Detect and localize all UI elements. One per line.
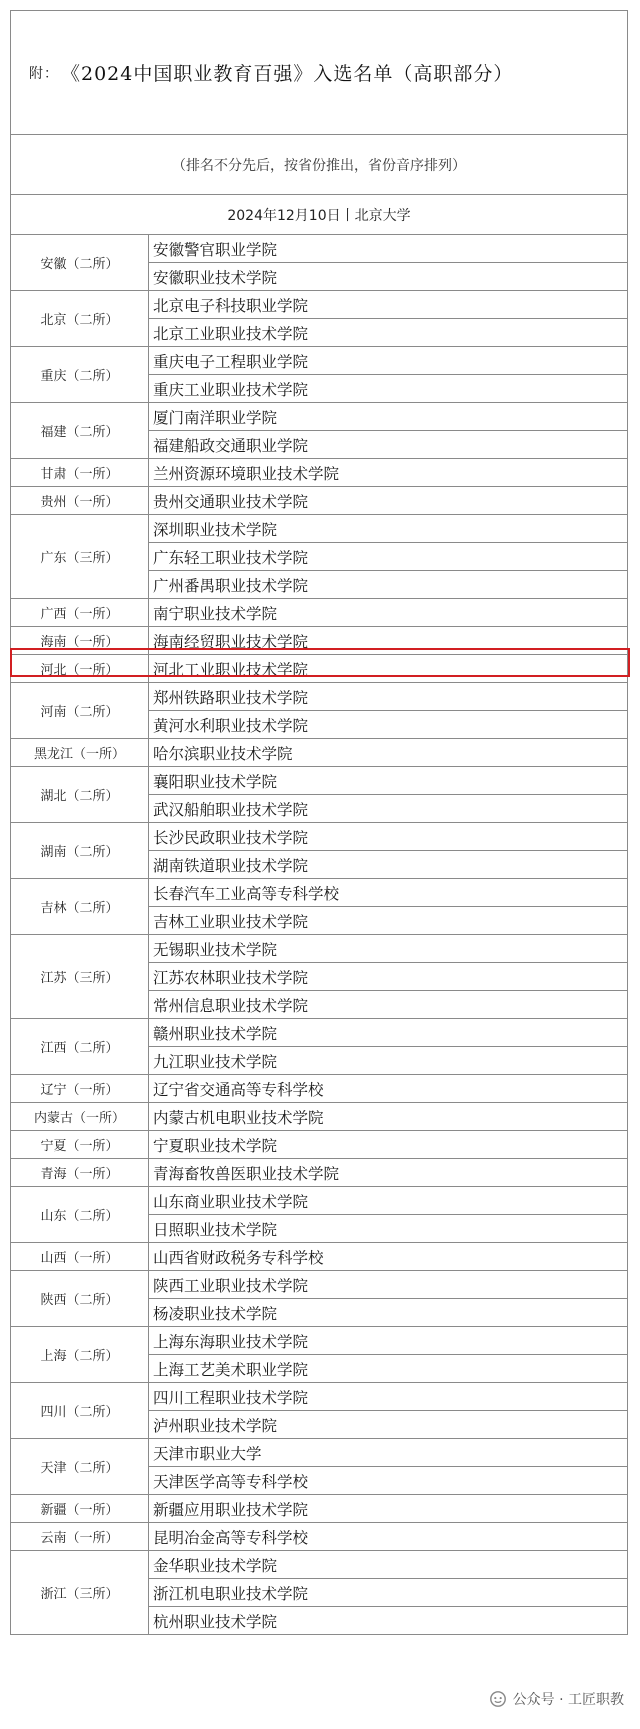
table-row bbox=[11, 515, 628, 543]
school-cell: 内蒙古机电职业技术学院 bbox=[149, 1103, 628, 1131]
province-cell: 海南（一所） bbox=[11, 627, 149, 655]
school-cell: 九江职业技术学院 bbox=[149, 1047, 628, 1075]
table-row bbox=[11, 1327, 628, 1355]
table-row bbox=[11, 1495, 628, 1523]
date-row bbox=[10, 194, 628, 234]
table-row bbox=[11, 291, 628, 319]
school-cell: 厦门南洋职业学院 bbox=[149, 403, 628, 431]
province-cell: 江苏（三所） bbox=[11, 935, 149, 1019]
table-row bbox=[11, 1019, 628, 1047]
school-cell: 深圳职业技术学院 bbox=[149, 515, 628, 543]
table-row bbox=[11, 767, 628, 795]
province-cell: 辽宁（一所） bbox=[11, 1075, 149, 1103]
school-cell: 南宁职业技术学院 bbox=[149, 599, 628, 627]
wechat-icon bbox=[489, 1690, 507, 1708]
province-cell: 山东（二所） bbox=[11, 1187, 149, 1243]
school-cell: 北京电子科技职业学院 bbox=[149, 291, 628, 319]
table-row bbox=[11, 683, 628, 711]
document-sheet bbox=[10, 10, 628, 1635]
school-cell: 浙江机电职业技术学院 bbox=[149, 1579, 628, 1607]
table-row bbox=[11, 1243, 628, 1271]
province-cell: 宁夏（一所） bbox=[11, 1131, 149, 1159]
date-line: 2024年12月10日丨北京大学 bbox=[227, 207, 411, 224]
watermark-text: 公众号 · 工匠职教 bbox=[512, 1692, 624, 1708]
school-cell: 昆明冶金高等专科学校 bbox=[149, 1523, 628, 1551]
table-row bbox=[11, 1271, 628, 1299]
school-cell: 江苏农林职业技术学院 bbox=[149, 963, 628, 991]
table-row bbox=[11, 739, 628, 767]
school-cell: 山东商业职业技术学院 bbox=[149, 1187, 628, 1215]
school-cell: 泸州职业技术学院 bbox=[149, 1411, 628, 1439]
school-cell: 宁夏职业技术学院 bbox=[149, 1131, 628, 1159]
title-prefix: 附： bbox=[29, 65, 59, 82]
school-cell: 辽宁省交通高等专科学校 bbox=[149, 1075, 628, 1103]
table-row bbox=[11, 879, 628, 907]
watermark bbox=[485, 1687, 628, 1711]
province-cell: 上海（二所） bbox=[11, 1327, 149, 1383]
table-row bbox=[11, 235, 628, 263]
school-cell: 湖南铁道职业技术学院 bbox=[149, 851, 628, 879]
school-cell: 新疆应用职业技术学院 bbox=[149, 1495, 628, 1523]
table-row bbox=[11, 487, 628, 515]
table-row bbox=[11, 1159, 628, 1187]
school-cell: 赣州职业技术学院 bbox=[149, 1019, 628, 1047]
province-cell: 安徽（二所） bbox=[11, 235, 149, 291]
province-cell: 山西（一所） bbox=[11, 1243, 149, 1271]
table-row bbox=[11, 823, 628, 851]
school-cell: 河北工业职业技术学院 bbox=[149, 655, 628, 683]
school-cell: 杭州职业技术学院 bbox=[149, 1607, 628, 1635]
school-cell: 四川工程职业技术学院 bbox=[149, 1383, 628, 1411]
province-cell: 广西（一所） bbox=[11, 599, 149, 627]
school-cell: 天津医学高等专科学校 bbox=[149, 1467, 628, 1495]
province-cell: 青海（一所） bbox=[11, 1159, 149, 1187]
province-cell: 江西（二所） bbox=[11, 1019, 149, 1075]
school-cell: 武汉船舶职业技术学院 bbox=[149, 795, 628, 823]
province-cell: 北京（二所） bbox=[11, 291, 149, 347]
school-cell: 长春汽车工业高等专科学校 bbox=[149, 879, 628, 907]
table-row bbox=[11, 627, 628, 655]
table-row bbox=[11, 1383, 628, 1411]
school-cell: 上海工艺美术职业学院 bbox=[149, 1355, 628, 1383]
province-cell: 福建（二所） bbox=[11, 403, 149, 459]
school-cell: 金华职业技术学院 bbox=[149, 1551, 628, 1579]
province-cell: 甘肃（一所） bbox=[11, 459, 149, 487]
province-cell: 浙江（三所） bbox=[11, 1551, 149, 1635]
school-cell: 重庆电子工程职业学院 bbox=[149, 347, 628, 375]
table-row bbox=[11, 599, 628, 627]
school-cell: 贵州交通职业技术学院 bbox=[149, 487, 628, 515]
school-cell: 安徽职业技术学院 bbox=[149, 263, 628, 291]
school-cell: 无锡职业技术学院 bbox=[149, 935, 628, 963]
school-cell: 北京工业职业技术学院 bbox=[149, 319, 628, 347]
school-cell: 福建船政交通职业学院 bbox=[149, 431, 628, 459]
school-cell: 山西省财政税务专科学校 bbox=[149, 1243, 628, 1271]
school-cell: 日照职业技术学院 bbox=[149, 1215, 628, 1243]
school-cell: 杨凌职业技术学院 bbox=[149, 1299, 628, 1327]
school-cell: 天津市职业大学 bbox=[149, 1439, 628, 1467]
table-row bbox=[11, 1075, 628, 1103]
province-cell: 内蒙古（一所） bbox=[11, 1103, 149, 1131]
school-cell: 青海畜牧兽医职业技术学院 bbox=[149, 1159, 628, 1187]
school-cell: 重庆工业职业技术学院 bbox=[149, 375, 628, 403]
school-cell: 兰州资源环境职业技术学院 bbox=[149, 459, 628, 487]
province-cell: 陕西（二所） bbox=[11, 1271, 149, 1327]
table-row bbox=[11, 1439, 628, 1467]
table-row bbox=[11, 1551, 628, 1579]
table-row bbox=[11, 655, 628, 683]
province-cell: 湖北（二所） bbox=[11, 767, 149, 823]
table-row bbox=[11, 935, 628, 963]
school-cell: 常州信息职业技术学院 bbox=[149, 991, 628, 1019]
school-cell: 郑州铁路职业技术学院 bbox=[149, 683, 628, 711]
table-row bbox=[11, 347, 628, 375]
school-cell: 上海东海职业技术学院 bbox=[149, 1327, 628, 1355]
province-cell: 河北（一所） bbox=[11, 655, 149, 683]
province-cell: 吉林（二所） bbox=[11, 879, 149, 935]
school-table bbox=[10, 234, 628, 1635]
province-cell: 新疆（一所） bbox=[11, 1495, 149, 1523]
document-title: 《2024中国职业教育百强》入选名单（高职部分） bbox=[61, 63, 514, 85]
note-row bbox=[10, 134, 628, 194]
table-row bbox=[11, 1103, 628, 1131]
table-row bbox=[11, 459, 628, 487]
school-cell: 安徽警官职业学院 bbox=[149, 235, 628, 263]
school-cell: 黄河水利职业技术学院 bbox=[149, 711, 628, 739]
school-cell: 哈尔滨职业技术学院 bbox=[149, 739, 628, 767]
school-cell: 广东轻工职业技术学院 bbox=[149, 543, 628, 571]
title-row bbox=[10, 10, 628, 134]
school-cell: 长沙民政职业技术学院 bbox=[149, 823, 628, 851]
province-cell: 贵州（一所） bbox=[11, 487, 149, 515]
province-cell: 云南（一所） bbox=[11, 1523, 149, 1551]
school-cell: 吉林工业职业技术学院 bbox=[149, 907, 628, 935]
province-cell: 河南（二所） bbox=[11, 683, 149, 739]
province-cell: 四川（二所） bbox=[11, 1383, 149, 1439]
table-row bbox=[11, 1187, 628, 1215]
school-cell: 襄阳职业技术学院 bbox=[149, 767, 628, 795]
school-cell: 广州番禺职业技术学院 bbox=[149, 571, 628, 599]
school-cell: 海南经贸职业技术学院 bbox=[149, 627, 628, 655]
table-row bbox=[11, 403, 628, 431]
province-cell: 黑龙江（一所） bbox=[11, 739, 149, 767]
province-cell: 天津（二所） bbox=[11, 1439, 149, 1495]
province-cell: 湖南（二所） bbox=[11, 823, 149, 879]
ranking-note: （排名不分先后，按省份推出，省份音序排列） bbox=[172, 157, 466, 174]
province-cell: 重庆（二所） bbox=[11, 347, 149, 403]
table-row bbox=[11, 1131, 628, 1159]
province-cell: 广东（三所） bbox=[11, 515, 149, 599]
table-row bbox=[11, 1523, 628, 1551]
school-cell: 陕西工业职业技术学院 bbox=[149, 1271, 628, 1299]
